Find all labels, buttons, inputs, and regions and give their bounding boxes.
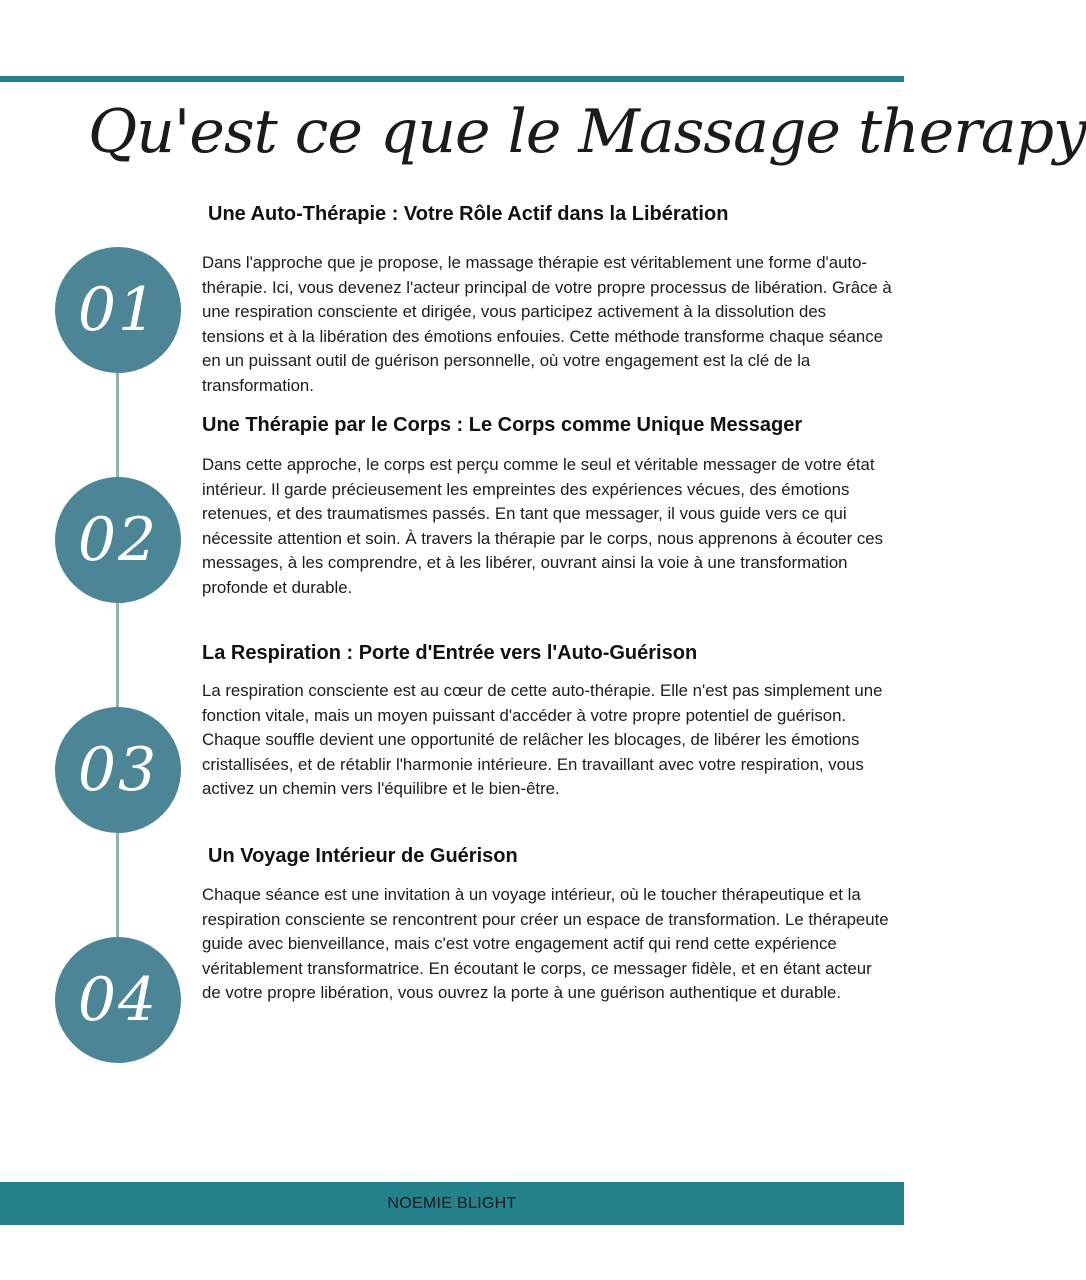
step-number: 02 [77,505,159,575]
step-circle-02 [55,477,181,603]
section-body-04: Chaque séance est une invitation à un voyage intérieur, où le toucher thérapeutique et la respiration consciente se rencontrent pour créer un espace de transformation. Le thérapeute guide avec bienveillance, mais c'est votre engagement actif qui rend cette expérience véritablement transformatrice. En écoutant le corps, ce messager fidèle, et en étant acteur de votre propre libération, vous ouvrez la porte à une guérison authentique et durable. [202,885,889,1003]
step-circle-01 [55,247,181,373]
step-number: 04 [77,965,159,1035]
step-number: 03 [77,735,159,805]
section-body-02: Dans cette approche, le corps est perçu comme le seul et véritable messager de votre état intérieur. Il garde précieusement les empreintes des expériences vécues, des émotions retenues, et des traumatismes passés. En tant que messager, il vous guide vers ce qui nécessite attention et soin. À travers la thérapie par le corps, nous apprenons à écouter ces messages, à les comprendre, et à les libérer, ouvrant ainsi la voie à une transformation profonde et durable. [202,455,883,597]
top-accent-bar [0,76,904,82]
step-circle-04 [55,937,181,1063]
timeline-connector [116,300,119,1000]
section-body-03: La respiration consciente est au cœur de cette auto-thérapie. Elle n'est pas simplement une fonction vitale, mais un moyen puissant d'accéder à votre propre potentiel de guérison. Chaque souffle devient une opportunité de relâcher les blocages, de libérer les émotions cristallisées, et de rétablir l'harmonie intérieure. En travaillant avec votre respiration, vous activez un chemin vers l'équilibre et le bien-être. [202,681,883,799]
section-heading-01: Une Auto-Thérapie : Votre Rôle Actif dans la Libération [208,203,729,225]
step-number: 01 [77,275,159,345]
section-body-01: Dans l'approche que je propose, le massage thérapie est véritablement une forme d'auto-thérapie. Ici, vous devenez l'acteur principal de votre propre processus de libération. Grâce à une respiration consciente et dirigée, vous participez activement à la dissolution des tensions et à la libération des émotions enfouies. Cette méthode transforme chaque séance en un puissant outil de guérison personnelle, où votre engagement est la clé de la transformation. [202,253,892,395]
footer-bar [0,1182,904,1225]
step-circle-03 [55,707,181,833]
section-heading-04: Un Voyage Intérieur de Guérison [208,845,518,867]
page-title: Qu'est ce que le Massage therapy [88,97,1086,167]
footer-author: NOEMIE BLIGHT [387,1194,517,1212]
section-heading-03: La Respiration : Porte d'Entrée vers l'Auto-Guérison [202,642,698,664]
section-heading-02: Une Thérapie par le Corps : Le Corps comme Unique Messager [202,414,803,436]
